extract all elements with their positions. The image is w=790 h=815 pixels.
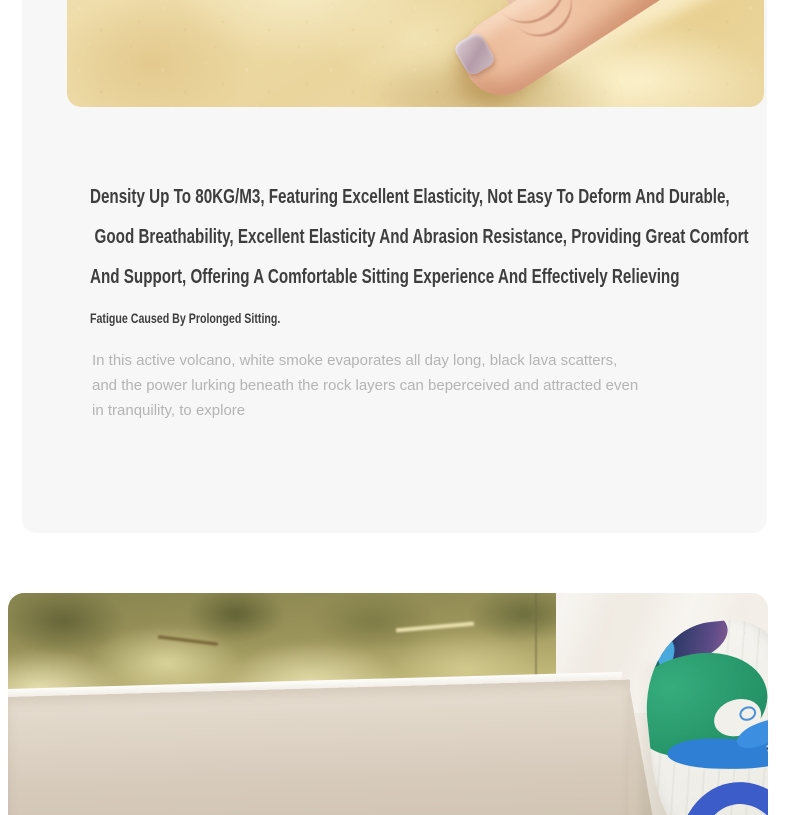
description-line-3: in tranquility, to explore: [92, 402, 246, 419]
headline-line-2: Good Breathability, Excellent Elasticity And Abrasion Resistance, Providing Great Comfort: [94, 226, 749, 248]
headline-small-line: Fatigue Caused By Prolonged Sitting.: [90, 310, 281, 326]
description-line-2: and the power lurking beneath the rock layers can beperceived and attracted even: [92, 377, 639, 394]
feature-description: [92, 348, 638, 423]
description-line-1: In this active volcano, white smoke evaporates all day long, black lava scatters,: [92, 352, 618, 369]
outdoor-scene-photo: [8, 593, 768, 815]
ledge-front-face: [8, 680, 630, 815]
feature-card: [22, 0, 767, 533]
headline-line-1: Density Up To 80KG/M3, Featuring Excellent Elasticity, Not Easy To Deform And Durable,: [90, 186, 730, 208]
feature-headline: [90, 177, 790, 297]
cushion-blue-arch-stroke: [666, 772, 768, 815]
printed-cushion: [638, 614, 768, 815]
foam-texture-photo: [67, 0, 764, 107]
headline-line-3: And Support, Offering A Comfortable Sitting Experience And Effectively Relieving: [90, 266, 680, 288]
